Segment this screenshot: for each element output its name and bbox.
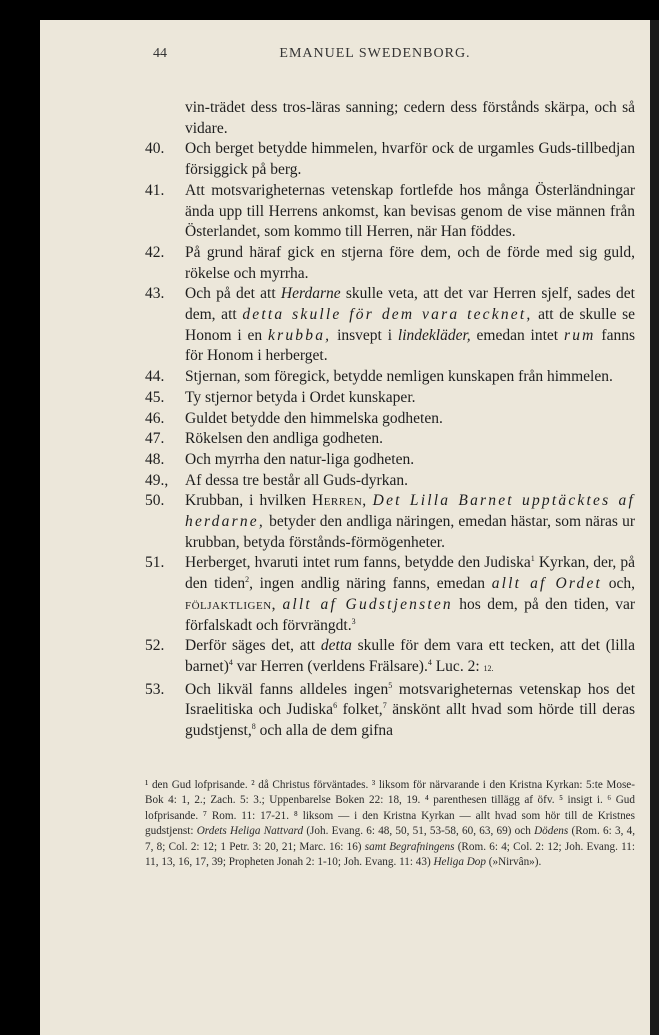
page-header xyxy=(115,44,635,64)
paragraph-41: 41. Att motsvarigheternas vetenskap fortlefde hos många Österländningar ända upp till Herrens ankomst, kan bevisas genom de vise männen från Österlandet, som kommo till Herren, när Han föddes. xyxy=(145,181,635,241)
footnote-ref: 1 xyxy=(530,554,535,564)
paragraph-number: 41. xyxy=(145,181,165,199)
paragraph-number: 43. xyxy=(145,285,165,303)
paragraph-51: 51. Herberget, hvaruti intet rum fanns, betydde den Judiska$^1$ Kyrkan, der, på den tiden$^2$, ingen andlig näring fanns, emedan allt af Ordet och, följaktligen, allt af Gudstjensten hos dem, på den tiden, var förfalskadt och förvrängdt.$^3$ xyxy=(145,554,636,634)
paragraph-42: 42. På grund häraf gick en stjerna före dem, och de förde med sig guld, rökelse och myrrha. xyxy=(145,243,635,282)
paragraph-45: 45. Ty stjernor betyda i Ordet kunskaper. xyxy=(145,388,635,409)
paragraph-43: 43. Och på det att Herdarne skulle veta, att det var Herren sjelf, sades det dem, att detta skulle för dem vara tecknet, att de skulle se Honom i en krubba, insvept i lindekläder, emedan intet rum fanns för Honom i herberget. xyxy=(145,285,635,365)
footnote-ref: 7 xyxy=(382,701,387,711)
paragraph-number: 42. xyxy=(145,243,165,261)
paragraph-number: 49., xyxy=(145,471,169,489)
paragraph-number: 44. xyxy=(145,368,165,386)
paragraph-49: 49., Af dessa tre består all Guds-dyrkan. xyxy=(145,471,635,492)
paragraph-46: 46. Guldet betydde den himmelska godheten. xyxy=(145,409,635,430)
footnote-ref: 4 xyxy=(427,657,432,667)
paragraph-number: 51. xyxy=(145,554,165,572)
page-number: 44 xyxy=(153,46,167,61)
paragraph-53: 53. Och likväl fanns alldeles ingen$^5$ motsvarigheternas vetenskap hos det Israelitiska och Judiska$^6$ folket,$^7$ änskönt allt hvad som hörde till deras gudstjenst,$^8$ och alla de dem gifna xyxy=(145,680,635,740)
paragraph-number: 46. xyxy=(145,409,165,427)
paragraph-number: 45. xyxy=(145,388,165,406)
main-text xyxy=(145,98,635,742)
paragraph-44: 44. Stjernan, som föregick, betydde nemligen kunskapen från himmelen. xyxy=(145,367,635,388)
paragraph-number: 53. xyxy=(145,680,165,698)
footnote-ref: 3 xyxy=(351,616,356,626)
footnote-ref: 8 xyxy=(251,721,256,731)
paragraph-continued: vin-trädet dess tros-läras sanning; cedern dess förstånds skärpa, och så vidare. xyxy=(185,99,635,137)
footnote-ref: 5 xyxy=(388,680,393,690)
paragraph-50: 50. Krubban, i hvilken Herren, Det Lilla Barnet upptäcktes af herdarne, betyder den andliga näringen, emedan hästar, som näras ur krubban, betyda förstånds-förmögenheter. xyxy=(145,492,635,551)
page-edge xyxy=(650,20,659,1035)
paragraph-number: 48. xyxy=(145,450,165,468)
paragraph-47: 47. Rökelsen den andliga godheten. xyxy=(145,429,635,450)
paragraph-number: 40. xyxy=(145,140,165,158)
paragraph-52: 52. Derför säges det, att detta skulle för dem vara ett tecken, att det (lilla barnet)$^4$ var Herren (verldens Frälsare).$^4$ Luc. 2: 12. xyxy=(145,637,635,675)
footnote-ref: 4 xyxy=(228,657,233,667)
footnote-ref: 6 xyxy=(333,701,338,711)
paragraph-number: 52. xyxy=(145,637,165,655)
paragraph-number: 50. xyxy=(145,492,165,510)
footnote-ref: 2 xyxy=(245,575,250,585)
footnotes: ¹ den Gud lofprisande. ² då Christus förväntades. ³ liksom för närvarande i den Kristna Kyrkan: 5:te Mose-Bok 4: 1, 2.; Zach. 5: 3.; Uppenbarelse Boken 22: 18, 19. ⁴ parenthesen tillägg af öfv. ⁵ insigt i. ⁶ Gud lofprisande. ⁷ Rom. 11: 17-21. ⁸ liksom — i den Kristna Kyrkan — allt hvad som hör till de Kristnes gudstjenst: Ordets Heliga Nattvard (Joh. Evang. 6: 48, 50, 51, 53-58, 60, 63, 69) och Dödens (Rom. 6: 3, 4, 7, 8; Col. 2: 12; 1 Petr. 3: 20, 21; Marc. 16: 16) samt Begrafningens (Rom. 6: 4; Col. 2: 12; Joh. Evang. 11: 11, 13, 16, 17, 39; Propheten Jonah 2: 1-10; Joh. Evang. 11: 43) Heliga Dop (»Nirvân»). xyxy=(145,779,636,869)
running-title: EMANUEL SWEDENBORG. xyxy=(279,46,471,61)
paragraph-48: 48. Och myrrha den natur-liga godheten. xyxy=(145,450,635,471)
paragraph-40: 40. Och berget betydde himmelen, hvarför ock de urgamles Guds-tillbedjan försiggick på berg. xyxy=(145,140,635,179)
paragraph-number: 47. xyxy=(145,430,165,448)
